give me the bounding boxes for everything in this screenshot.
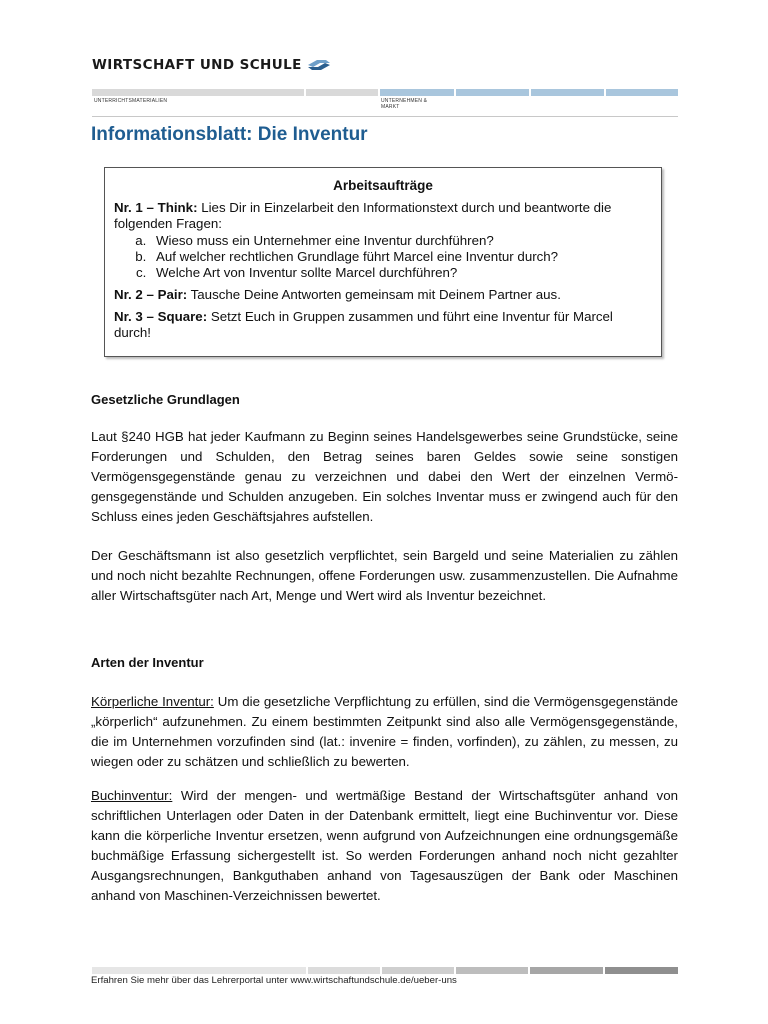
arrows-logo-icon [306,58,332,72]
footer-bar [308,967,380,974]
task-3-text: Setzt Euch in Gruppen zusammen und führt eine Inventur für Marcel durch! [114,309,613,340]
header-bar [531,89,604,96]
footer-color-bars [92,967,678,974]
question-item: c. Welche Art von Inventur sollte Marcel durchführen? [150,265,652,281]
header-label-left: UNTERRICHTSMATERIALIEN [94,98,168,104]
paragraph-legal-2: Der Geschäftsmann ist also gesetzlich verpflichtet, sein Bargeld und seine Materialien zu zählen und noch nicht bezahlte Rechnungen, offene Forderungen usw. zusammenzustellen. Die Aufnahme aller Wirtschaftsgüter nach Art, Menge und Wert wird als Inventur bezeichnet. [91,548,678,603]
brand-logo [92,55,332,75]
task-3 [114,309,652,341]
header-bar [606,89,678,96]
task-1-label: Nr. 1 – Think: [114,200,198,215]
header-color-bars [92,89,678,96]
main-content [91,390,678,906]
header-bar [380,89,454,96]
footer-bar [530,967,603,974]
question-item: a. Wieso muss ein Unternehmer eine Inventur durchführen? [150,233,652,249]
header-bar [456,89,529,96]
task-box-heading: Arbeitsaufträge [333,178,433,193]
term-physical-inventory: Körperliche Inventur: [91,694,214,709]
paragraph-physical-inventory [91,692,678,772]
book-inventory-text: Wird der mengen- und wertmäßige Bestand der Wirtschaftsgüter anhand von schriftlichen Unterlagen oder Daten in der Datenbank ermittelt, liegt eine Buchinventur vor. Diese kann die körperliche Inventur ersetzen, wenn aufgrund von Aufzeichnungen eine ordnungsgemäße buchmäßige Erfassung sichergestellt ist. So werden Forderungen anhand noch nicht gezahlter Ausgangsrechnungen, Bankguthaben anhand von Tagesauszügen der Bank oder Maschinen anhand von Maschinen-Verzeichnissen bewertet. [91,788,678,903]
task-2 [114,287,652,303]
header-bar [92,89,304,96]
header-label-right: UNTERNEHMEN & MARKT [381,98,428,110]
task-2-text: Tausche Deine Antworten gemeinsam mit Deinem Partner aus. [187,287,561,302]
footer-bar [456,967,528,974]
page-title: Informationsblatt: Die Inventur [91,124,368,145]
question-item: b. Auf welcher rechtlichen Grundlage führt Marcel eine Inventur durch? [150,249,652,265]
task-2-label: Nr. 2 – Pair: [114,287,188,302]
task-1-text: Lies Dir in Einzelarbeit den Informationstext durch und beantworte die folgenden Fragen: [114,200,612,231]
header-divider [92,116,678,117]
section-heading-types: Arten der Inventur [91,655,204,670]
section-heading-legal: Gesetzliche Grundlagen [91,392,240,407]
task-box [104,167,662,357]
task-1 [114,200,652,232]
term-book-inventory: Buchinventur: [91,788,173,803]
physical-inventory-text: Um die gesetzliche Verpflichtung zu erfüllen, sind die Vermögensgegenstände „körperlich“ aufzunehmen. Zu einem bestimmten Zeitpunkt sind also alle Vermögensgegenstände, die im Unternehmen vorzufinden sind (lat.: invenire = finden, vorfinden), zu zählen, zu messen, zu wiegen oder zu schätzen und schließlich zu bewerten. [91,694,678,769]
footer-bar [605,967,678,974]
footer-link-text: Erfahren Sie mehr über das Lehrerportal unter www.wirtschaftundschule.de/ueber-uns [91,975,457,986]
brand-name: WIRTSCHAFT UND SCHULE [92,57,302,73]
footer-bar [92,967,306,974]
paragraph-legal-1: Laut §240 HGB hat jeder Kaufmann zu Beginn seines Handelsgewerbes seine Grundstücke, seine Forderungen und Schulden, den Betrag seines baren Geldes sowie seine sonstigen Vermögensgegenstände genau zu verzeichnen und dabei den Wert der einzelnen Vermögensgegenstände und Schulden anzugeben. Ein solches Inventar muss er zwingend auch für den Schluss eines jeden Geschäftsjahres aufstellen. [91,429,678,524]
header-bar [306,89,378,96]
footer-bar [382,967,454,974]
question-list [114,233,652,281]
task-3-label: Nr. 3 – Square: [114,309,208,324]
paragraph-book-inventory [91,786,678,906]
